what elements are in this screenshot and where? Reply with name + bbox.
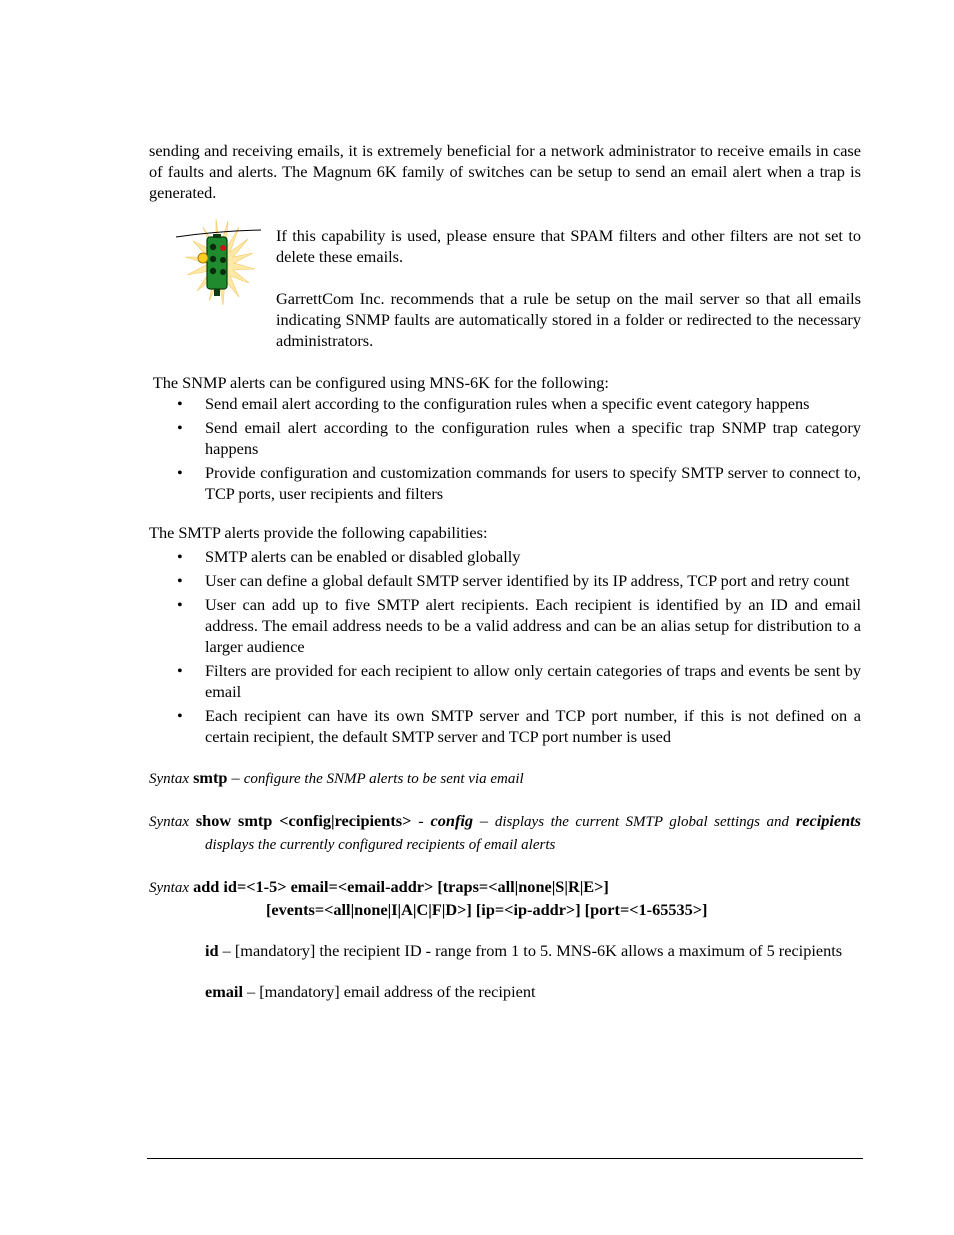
footer-rule (147, 1158, 863, 1159)
note-box (149, 225, 861, 351)
param-name: email (205, 982, 243, 1001)
list-item: • Each recipient can have its own SMTP server and TCP port number, if this is not defined on a certain recipient, the default SMTP server and TCP port number is used (149, 705, 861, 747)
note-text (276, 225, 861, 351)
dash: – (473, 811, 495, 830)
dash: – (218, 941, 235, 960)
syntax-label: Syntax (149, 814, 189, 830)
smtp-list (149, 546, 861, 747)
traffic-light-icon (149, 225, 276, 320)
param-description: [mandatory] email address of the recipient (259, 982, 536, 1001)
snmp-lead: The SNMP alerts can be configured using MNS-6K for the following: (149, 373, 609, 392)
list-item: • User can define a global default SMTP server identified by its IP address, TCP port and retry count (149, 570, 861, 591)
option-config-description: displays the current SMTP global settings and (494, 814, 790, 830)
option-recipients: recipients (795, 811, 862, 830)
param-id (149, 940, 861, 961)
list-item: • Send email alert according to the configuration rules when a specific trap SNMP trap category happens (149, 417, 861, 459)
intro-paragraph: sending and receiving emails, it is extremely beneficial for a network administrator to receive emails in case of faults and alerts. The Magnum 6K family of switches can be setup to send an email alert when a trap is generated. (149, 141, 861, 202)
smtp-lead: The SMTP alerts provide the following capabilities: (149, 523, 488, 542)
list-item: • Send email alert according to the configuration rules when a specific event category happens (149, 393, 861, 414)
syntax-label: Syntax (149, 771, 189, 787)
command-name: smtp (193, 768, 228, 787)
snmp-list (149, 393, 861, 504)
note-paragraph-rule: GarrettCom Inc. recommends that a rule be setup on the mail server so that all emails indicating SNMP faults are automatically stored in a folder or redirected to the necessary administrators. (276, 289, 861, 350)
command-line-1: add id=<1-5> email=<email-addr> [traps=<all|none|S|R|E>] (193, 877, 609, 896)
separator: - (411, 811, 431, 830)
param-description: [mandatory] the recipient ID - range from 1 to 5. MNS-6K allows a maximum of 5 recipients (234, 941, 843, 960)
note-paragraph-spam: If this capability is used, please ensure that SPAM filters and other filters are not set to delete these emails. (276, 226, 861, 266)
command-line-2: [events=<all|none|I|A|C|F|D>] [ip=<ip-addr>] [port=<1-65535>] (266, 900, 708, 919)
list-item: • User can add up to five SMTP alert recipients. Each recipient is identified by an ID and email address. The email address needs to be a valid address and can be an alias setup for distribution to a larger audience (149, 594, 861, 657)
syntax-show-smtp (149, 810, 861, 856)
option-config: config (430, 811, 474, 830)
document-page (149, 140, 861, 1002)
param-email (149, 981, 861, 1002)
command-description: configure the SNMP alerts to be sent via email (243, 771, 524, 787)
dash: – (227, 768, 244, 787)
syntax-smtp (149, 767, 861, 790)
list-item: • Provide configuration and customization commands for users to specify SMTP server to connect to, TCP ports, user recipients and filters (149, 462, 861, 504)
option-recipients-description: displays the currently configured recipients of email alerts (205, 837, 556, 853)
list-item: • Filters are provided for each recipient to allow only certain categories of traps and events be sent by email (149, 660, 861, 702)
param-name: id (205, 941, 219, 960)
syntax-add (149, 876, 861, 920)
list-item: • SMTP alerts can be enabled or disabled globally (149, 546, 861, 567)
dash: – (242, 982, 260, 1001)
command-name: show smtp <config|recipients> (195, 811, 412, 830)
syntax-label: Syntax (149, 880, 189, 896)
